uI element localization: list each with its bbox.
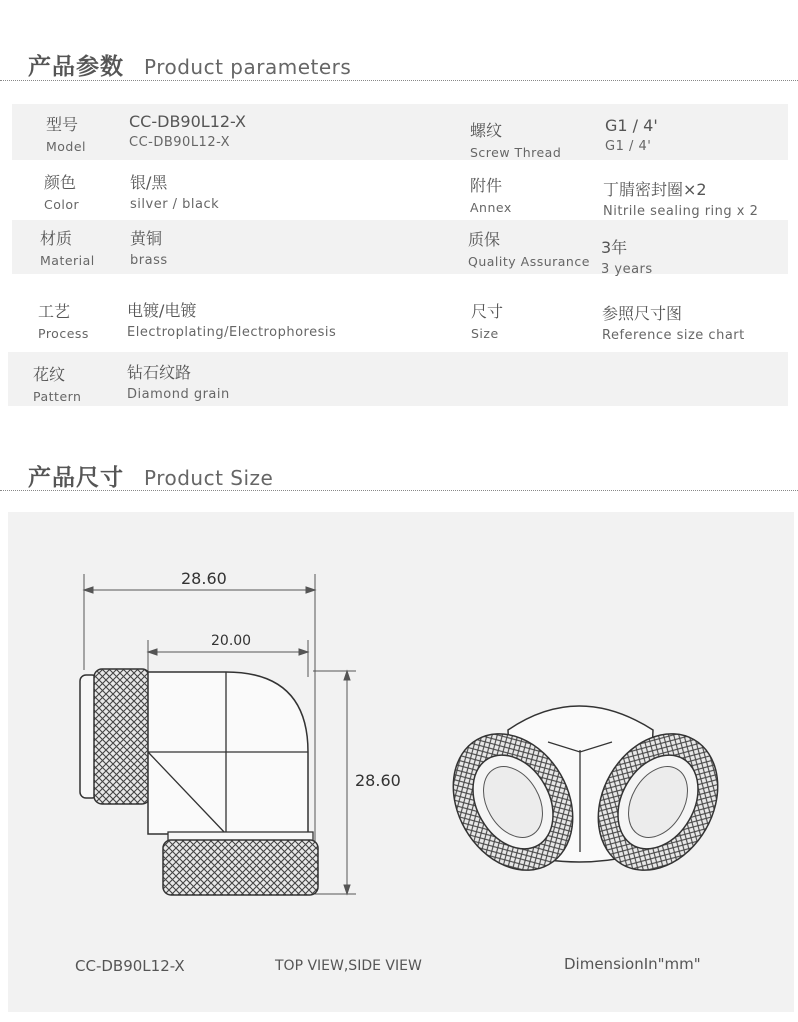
dim-height: 28.60 bbox=[355, 771, 401, 790]
perspective-view-fitting bbox=[429, 706, 741, 892]
param-value-material: 黄铜 brass bbox=[130, 229, 168, 268]
param-value-annex: 丁腈密封圈×2 Nitrile sealing ring x 2 bbox=[603, 180, 759, 219]
technical-drawing bbox=[8, 512, 794, 1012]
params-title-cn: 产品参数 bbox=[28, 54, 124, 80]
size-title-cn: 产品尺寸 bbox=[28, 465, 124, 491]
param-band bbox=[12, 220, 788, 274]
params-section-title bbox=[28, 48, 351, 81]
params-title-en: Product parameters bbox=[144, 55, 352, 79]
param-value-process: 电镀/电镀 Electroplating/Electrophoresis bbox=[127, 301, 337, 340]
param-band bbox=[8, 352, 788, 406]
dim-width-total: 28.60 bbox=[181, 569, 227, 588]
param-value-model: CC-DB90L12-X CC-DB90L12-X bbox=[129, 112, 246, 150]
caption-model: CC-DB90L12-X bbox=[75, 957, 185, 975]
dim-width-inner: 20.00 bbox=[211, 633, 252, 649]
param-value-thread: G1 / 4' G1 / 4' bbox=[605, 116, 658, 154]
caption-unit: DimensionIn"mm" bbox=[564, 955, 701, 973]
param-value-warranty: 3年 3 years bbox=[601, 238, 653, 277]
size-section-title bbox=[28, 459, 273, 492]
param-label-model: 型号 Model bbox=[46, 115, 87, 154]
section-divider bbox=[0, 80, 798, 81]
param-label-annex: 附件 Annex bbox=[470, 176, 512, 215]
param-label-material: 材质 Material bbox=[40, 229, 95, 268]
param-label-size: 尺寸 Size bbox=[471, 302, 504, 341]
param-value-color: 银/黑 silver / black bbox=[130, 173, 220, 212]
caption-view: TOP VIEW,SIDE VIEW bbox=[275, 958, 422, 974]
param-label-warranty: 质保 Quality Assurance bbox=[468, 230, 590, 269]
param-label-pattern: 花纹 Pattern bbox=[33, 365, 82, 404]
size-title-en: Product Size bbox=[144, 466, 274, 490]
param-label-color: 颜色 Color bbox=[44, 173, 80, 212]
size-drawing-panel bbox=[8, 512, 794, 1012]
param-value-pattern: 钻石纹路 Diamond grain bbox=[127, 363, 230, 402]
section-divider bbox=[0, 490, 798, 491]
param-value-size: 参照尺寸图 Reference size chart bbox=[602, 304, 745, 343]
side-view-fitting bbox=[80, 669, 318, 895]
param-label-thread: 螺纹 Screw Thread bbox=[470, 121, 562, 160]
param-label-process: 工艺 Process bbox=[38, 302, 89, 341]
